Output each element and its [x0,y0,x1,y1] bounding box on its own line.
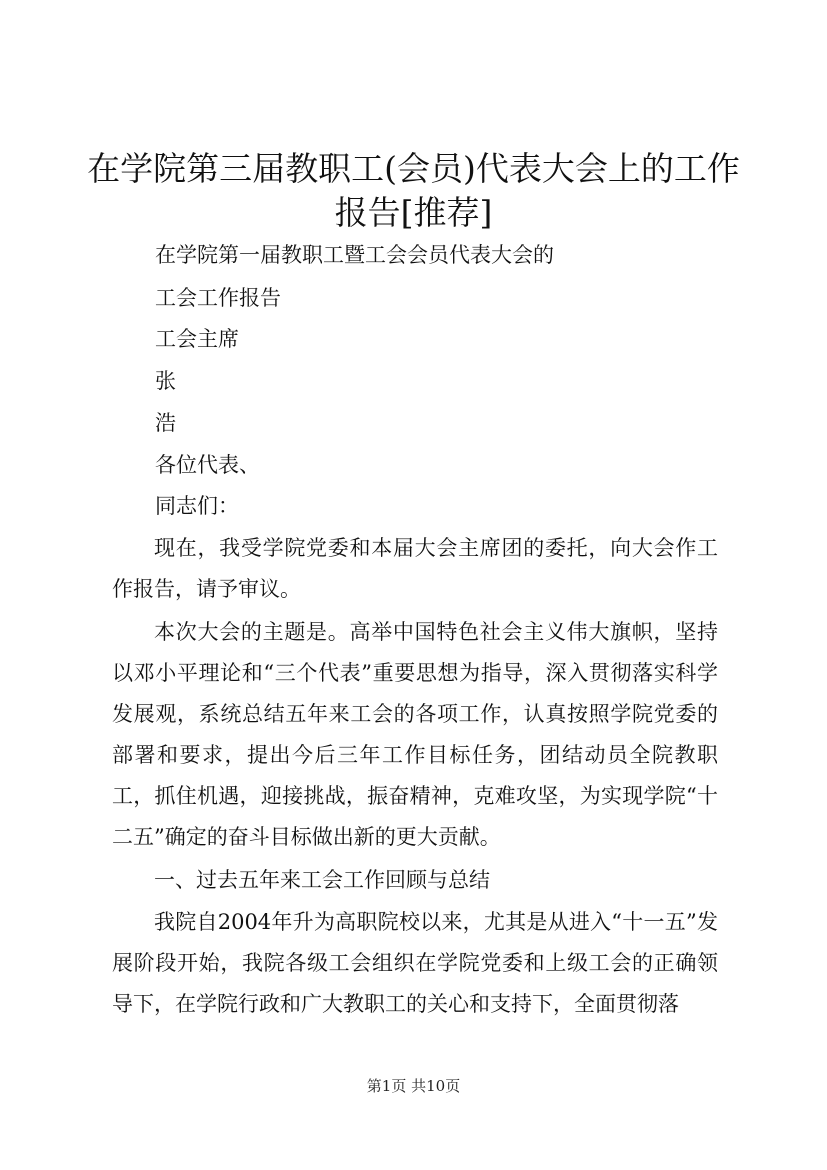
salutation-line-1: 各位代表、 [155,453,260,477]
subtitle-line: 在学院第一届教职工暨工会会员代表大会的 [155,243,554,267]
report-name-line: 工会工作报告 [155,286,281,310]
author-role-line: 工会主席 [155,327,239,351]
author-surname-line: 张 [155,369,176,393]
author-given-name-line: 浩 [155,411,176,435]
document-title-line-1: 在学院第三届教职工(会员)代表大会上的工作 [87,149,740,188]
paragraph-theme: 本次大会的主题是。高举中国特色社会主义伟大旗帜，坚持以邓小平理论和“三个代表”重要思想为指导，深入贯彻落实科学发展观，系统总结五年来工会的各项工作，认真按照学院党委的部署和要求，提出今后三年工作目标任务，团结动员全院教职工，抓住机遇，迎接挑战，振奋精神，克难攻坚，为实现学院“十二五”确定的奋斗目标做出新的更大贡献。 [112,620,718,849]
paragraph-intro: 现在，我受学院党委和本届大会主席团的委托，向大会作工作报告，请予审议。 [112,536,718,601]
page-number-footer: 第1页 共10页 [366,1077,461,1095]
paragraph-review: 我院自2004年升为高职院校以来，尤其是从进入“十一五”发展阶段开始，我院各级工会组织在学院党委和上级工会的正确领导下，在学院行政和广大教职工的关心和支持下，全面贯彻落 [112,910,718,1016]
salutation-line-2: 同志们： [155,494,239,518]
section-heading: 一、过去五年来工会工作回顾与总结 [154,868,490,892]
document-title-line-2: 报告[推荐] [334,193,493,232]
